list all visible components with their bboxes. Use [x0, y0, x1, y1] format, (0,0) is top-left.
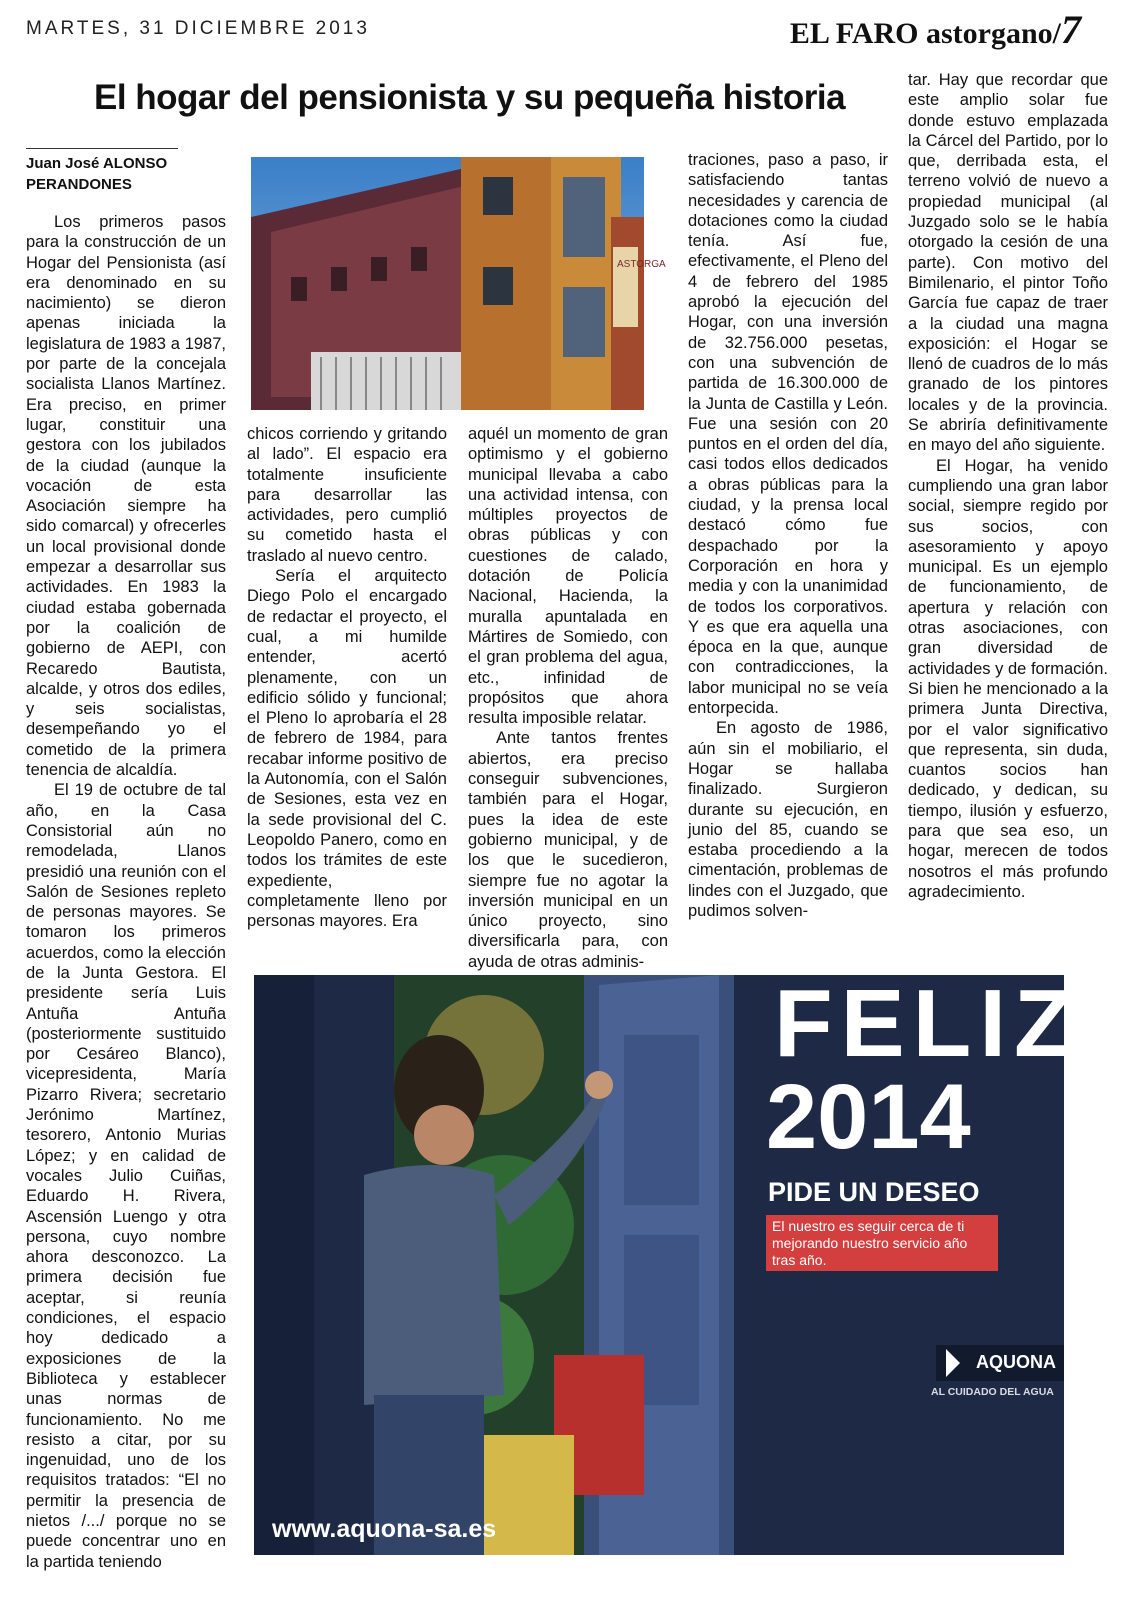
- newspaper-name: [790, 6, 1081, 53]
- ad-subhead: PIDE UN DESEO: [768, 1177, 980, 1207]
- building-illustration: [251, 157, 666, 410]
- building-photo: [251, 157, 666, 410]
- aquona-advertisement: [254, 970, 1081, 1555]
- paragraph: chicos corriendo y gritando al lado”. El espacio era totalmente insuficiente para desarrollar las actividades, pero cumplió su cometido hasta el traslado al nuevo centro.: [247, 425, 447, 565]
- issue-date: MARTES, 31 DICIEMBRE 2013: [26, 18, 370, 39]
- article-column-2: [247, 424, 447, 931]
- article-column-1: [26, 212, 226, 1572]
- article-column-5: [908, 70, 1108, 902]
- paragraph: aquél un momento de gran optimismo y el gobierno municipal llevaba a cabo una actividad intensa, con múltiples proyectos de obras públicas y con cuestiones de calado, dotación de Policía Nacional, Hacienda, la muralla apuntalada en Mártires de Somiedo, con el gran problema del agua, etc., infinidad de propósitos que ahora resulta imposible relatar.: [468, 425, 668, 728]
- page-number: 7: [1061, 7, 1081, 52]
- article-title: El hogar del pensionista y su pequeña historia: [94, 78, 846, 117]
- ad-website[interactable]: www.aquona-sa.es: [272, 1515, 497, 1543]
- paragraph: tar. Hay que recordar que este amplio solar fue donde estuvo emplazada la Cárcel del Partido, por lo que, derribada esta, el terreno volvió de nuevo a propiedad municipal (al Juzgado solo se le había otorgado la cesión de una parte). Con motivo del Bimilenario, el pintor Toño García fue capaz de traer a la ciudad una magna exposición: el Hogar se llenó de cuadros de lo más granado de los pintores locales y de la provincia. Se abriría definitivamente en mayo del año siguiente.: [908, 71, 1108, 455]
- article-column-3: [468, 424, 668, 972]
- paragraph: El 19 de octubre de tal año, en la Casa Consistorial aún no remodelada, Llanos presidió una reunión con el Salón de Sesiones repleto de personas mayores. Se tomaron los primeros acuerdos, como la elección de la Junta Gestora. El presidente sería Luis Antuña Antuña (posteriormente sustituido por Cesáreo Blanco), vicepresidenta, María Pizarro Rivera; secretario Jerónimo Martínez, tesorero, Antonio Murias López; y en calidad de vocales Julio Cuiñas, Eduardo H. Rivera, Ascensión Luengo y otra persona, cuyo nombre ahora desconozco. La primera decisión fue aceptar, si reunía condiciones, el espacio hoy dedicado a exposiciones de la Biblioteca y establecer unas normas de funcionamiento. No me resisto a citar, por su ingenuidad, uno de los requisitos tratados: “El no permitir la presencia de nietos /.../ porque no se puede concentrar uno en la partida teniendo: [26, 781, 226, 1571]
- aquona-logo: [936, 1345, 1064, 1381]
- author-surname: PERANDONES: [26, 176, 132, 193]
- paragraph: Ante tantos frentes abiertos, era preciso conseguir subvenciones, también para el Hogar, pues la idea de este gobierno municipal, y de los que le sucedieron, siempre fue no agotar la inversión municipal en un único proyecto, sino diversificarla para, con ayuda de otras adminis-: [468, 729, 668, 971]
- paragraph: Sería el arquitecto Diego Polo el encargado de redactar el proyecto, el cual, a mi humilde entender, acertó plenamente, con un edificio sólido y funcional; el Pleno lo aprobaría el 28 de febrero de 1984, para recabar informe positivo de la Autonomía, con el Salón de Sesiones, esta vez en la sede provisional del C. Leopoldo Panero, como en todos los trámites de este expediente, completamente lleno por personas mayores. Era: [247, 567, 447, 931]
- paragraph: traciones, paso a paso, ir satisfaciendo tantas necesidades y carencia de dotaciones como la ciudad tenía. Así fue, efectivamente, el Pleno del 4 de febrero del 1985 aprobó la ejecución del Hogar, con una inversión de 32.756.000 pesetas, con una subvención de partida de 16.300.000 de la Junta de Castilla y León. Fue una sesión con 20 puntos en el orden del día, casi todos ellos dedicados a obras públicas para la ciudad, y la prensa local destacó cómo fue despachado por la Corporación en hora y media y con la unanimidad de todos los corporativos. Y es que era aquella una época en la que, aunque con contradicciones, la labor municipal no se veía entorpecida.: [688, 151, 888, 718]
- astorga-sign: ASTORGA: [617, 259, 666, 270]
- ad-year: 2014: [766, 1066, 971, 1168]
- byline-rule: [26, 148, 178, 149]
- aquona-logo-icon: [942, 1345, 972, 1381]
- article-column-4: [688, 150, 888, 921]
- brand-name: AQUONA: [976, 1352, 1056, 1372]
- byline: [26, 153, 226, 195]
- newspaper-title: EL FARO astorgano/: [789, 17, 1061, 50]
- ad-headline: FELIZ: [774, 970, 1081, 1077]
- ad-message-box: El nuestro es seguir cerca de ti mejorando nuestro servicio año tras año.: [766, 1215, 998, 1271]
- brand-tagline: AL CUIDADO DEL AGUA: [931, 1386, 1054, 1398]
- author-name: Juan José ALONSO: [26, 155, 168, 172]
- paragraph: En agosto de 1986, aún sin el mobiliario, el Hogar se hallaba finalizado. Surgieron durante su ejecución, en junio del 85, cuando se estaba procediendo a la cimentación, problemas de lindes con el Juzgado, que pudimos solven-: [688, 719, 888, 920]
- paragraph: El Hogar, ha venido cumpliendo una gran labor social, siempre regido por sus socios, con asesoramiento y apoyo municipal. Es un ejemplo de funcionamiento, de apertura y relación con otras asociaciones, con gran diversidad de actividades y de formación. Si bien he mencionado a la primera Junta Directiva, por el valor significativo que representa, sin duda, cuantos socios han dedicado, y dedican, su tiempo, ilusión y esfuerzo, para que sea eso, un hogar, merecen de todos nosotros el más profundo agradecimiento.: [908, 456, 1108, 901]
- paragraph: Los primeros pasos para la construcción de un Hogar del Pensionista (así era denominado en su nacimiento) se dieron apenas iniciada la legislatura de 1983 a 1987, por parte de la concejala socialista Llanos Martínez. Era preciso, en primer lugar, constituir una gestora con los jubilados de la ciudad (aunque la vocación de esta Asociación siempre ha sido comarcal) y ofrecerles un local provisional donde empezar a desarrollar sus actividades. En 1983 la ciudad estaba gobernada por la coalición de gobierno de AEPI, con Recaredo Bautista, alcalde, y otros dos ediles, y seis socialistas, desempeñando yo el cometido de la primera tenencia de alcaldía.: [26, 213, 226, 780]
